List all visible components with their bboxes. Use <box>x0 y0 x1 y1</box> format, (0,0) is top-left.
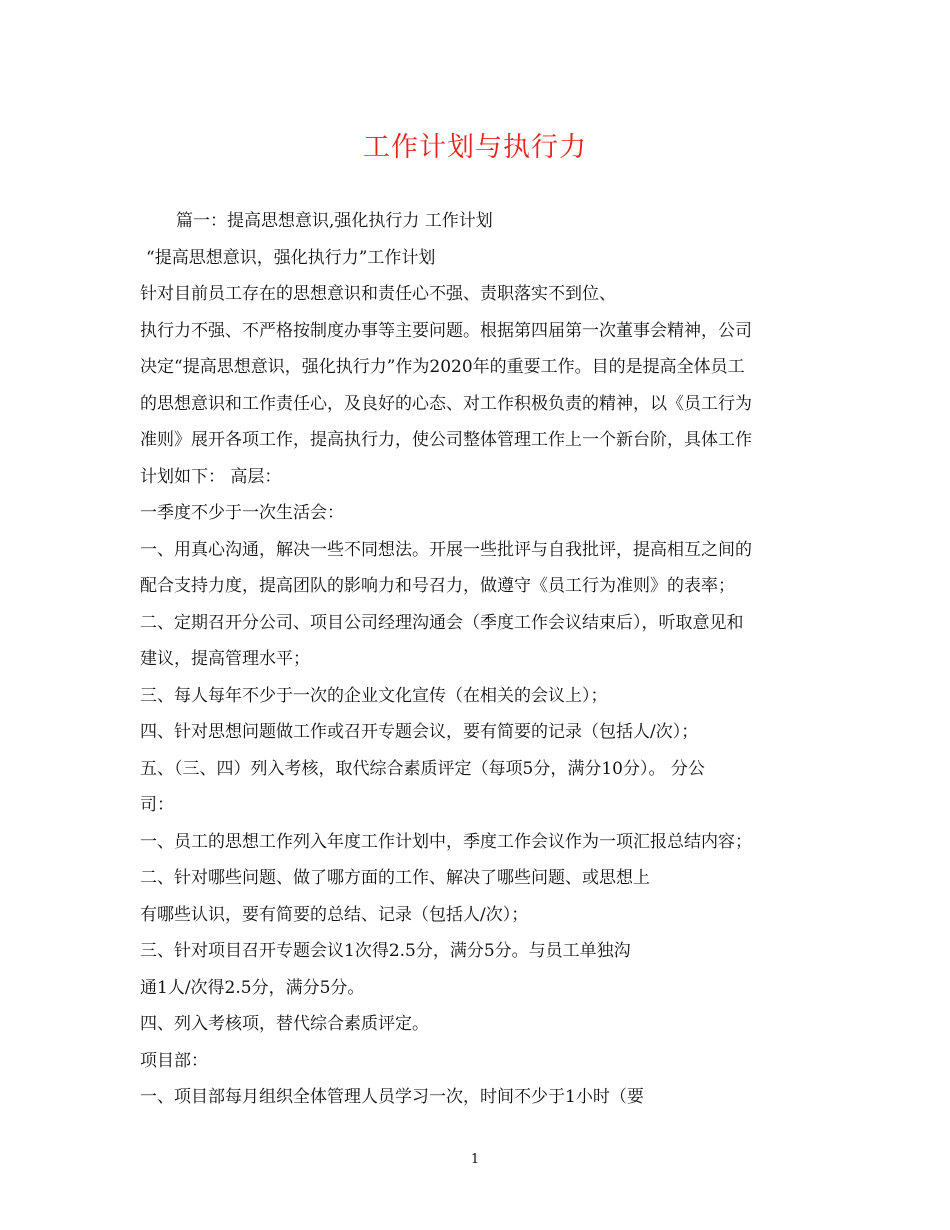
paragraph-line: 一、项目部每月组织全体管理人员学习一次，时间不少于1小时（要 <box>140 1087 644 1107</box>
paragraph-line: 准则》展开各项工作，提高执行力，使公司整体管理工作上一个新台阶，具体工作 <box>140 430 752 450</box>
document-body <box>140 203 820 1116</box>
paragraph-line: “提高思想意识，强化执行力”工作计划 <box>146 247 436 268</box>
paragraph-line: 二、定期召开分公司、项目公司经理沟通会（季度工作会议结束后），听取意见和 <box>140 612 744 633</box>
paragraph-line: 司： <box>140 795 174 815</box>
paragraph-line: 建议，提高管理水平； <box>140 649 310 669</box>
paragraph-line: 一季度不少于一次生活会： <box>140 503 344 523</box>
paragraph-line: 三、针对项目召开专题会议1次得2.5分，满分5分。与员工单独沟 <box>140 941 631 961</box>
paragraph-line: 一、用真心沟通，解决一些不同想法。开展一些批评与自我批评，提高相互之间的 <box>140 539 752 560</box>
paragraph-line: 有哪些认识，要有简要的总结、记录（包括人/次）； <box>140 904 529 925</box>
paragraph-line: 配合支持力度，提高团队的影响力和号召力，做遵守《员工行为准则》的表率； <box>140 576 735 596</box>
paragraph-line: 通1人/次得2.5分，满分5分。 <box>140 977 365 998</box>
paragraph-line: 一、员工的思想工作列入年度工作计划中，季度工作会议作为一项汇报总结内容； <box>140 831 752 852</box>
document-title: 工作计划与执行力 <box>363 132 587 163</box>
page-number: 1 <box>470 1152 480 1167</box>
paragraph-line: 二、针对哪些问题、做了哪方面的工作、解决了哪些问题、或思想上 <box>140 868 650 888</box>
paragraph-line: 五、（三、四）列入考核，取代综合素质评定（每项5分，满分10分）。 分公 <box>140 758 705 779</box>
paragraph-line: 项目部： <box>140 1050 208 1071</box>
paragraph-line: 四、列入考核项，替代综合素质评定。 <box>140 1014 429 1034</box>
paragraph-line: 篇一：提高思想意识,强化执行力 工作计划 <box>176 211 493 231</box>
paragraph-line: 三、每人每年不少于一次的企业文化宣传（在相关的会议上）； <box>140 685 608 706</box>
paragraph-line: 计划如下： 高层： <box>140 466 282 487</box>
paragraph-line: 的思想意识和工作责任心，及良好的心态、对工作积极负责的精神，以《员工行为 <box>140 393 752 414</box>
paragraph-line: 执行力不强、不严格按制度办事等主要问题。根据第四届第一次董事会精神，公司 <box>140 320 752 341</box>
paragraph-line: 决定“提高思想意识，强化执行力”作为2020年的重要工作。目的是提高全体员工 <box>140 357 745 377</box>
paragraph-line: 针对目前员工存在的思想意识和责任心不强、责职落实不到位、 <box>140 284 616 304</box>
paragraph-line: 四、针对思想问题做工作或召开专题会议，要有简要的记录（包括人/次）； <box>140 722 699 742</box>
